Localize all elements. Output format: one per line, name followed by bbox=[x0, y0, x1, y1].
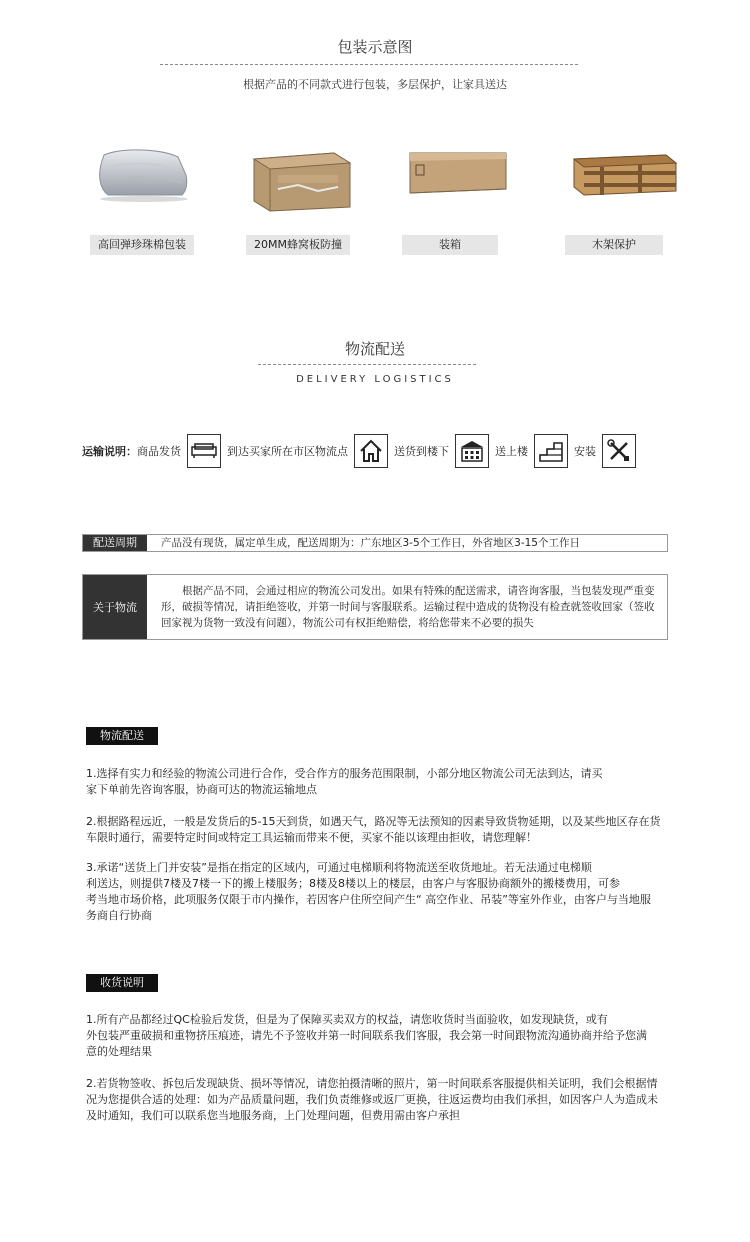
pack-label: 高回弹珍珠棉包装 bbox=[90, 235, 194, 255]
pack-label: 木架保护 bbox=[565, 235, 663, 255]
flow-label: 运输说明： bbox=[82, 445, 137, 458]
delivery-period-box bbox=[82, 534, 668, 552]
about-logistics-label: 关于物流 bbox=[83, 575, 147, 639]
pack-item-pearl-cotton bbox=[62, 145, 222, 255]
sofa-wrapped-film-icon bbox=[82, 145, 202, 217]
packaging-divider bbox=[160, 64, 578, 65]
receipt-paragraph-1 bbox=[86, 1012, 671, 1060]
delivery-period-label: 配送周期 bbox=[83, 535, 147, 551]
packaging-subtitle: 根据产品的不同款式进行包装，多层保护，让家具送达 bbox=[243, 78, 507, 91]
paragraph-line: 2.根据路程远近，一般是发货后的5-15天到货，如遇天气，路况等无法预知的因素导致货物延期，以及某些地区存在货 bbox=[86, 815, 661, 828]
paragraph-line: 家下单前先咨询客服，协商可达的物流运输地点 bbox=[86, 783, 317, 796]
house-icon bbox=[354, 434, 388, 468]
flow-step-arrive: 到达买家所在市区物流点 bbox=[227, 445, 348, 458]
paragraph-line: 3.承诺“送货上门并安装”是指在指定的区域内，可通过电梯顺利将物流送至收货地址。若无法通过电梯顺 bbox=[86, 861, 592, 874]
receipt-paragraph-2 bbox=[86, 1076, 671, 1124]
paragraph-line: 1.选择有实力和经验的物流公司进行合作，受合作方的服务范围限制，小部分地区物流公司无法到达，请买 bbox=[86, 767, 603, 780]
about-logistics-box bbox=[82, 574, 668, 640]
paragraph-line: 况为您提供合适的处理：如为产品质量问题，我们负责维修或返厂更换，往返运费均由我们承担，如因客户人为造成未 bbox=[86, 1093, 658, 1106]
pack-label: 装箱 bbox=[402, 235, 498, 255]
carton-box-icon bbox=[380, 145, 520, 217]
about-logistics-text: 根据产品不同，会通过相应的物流公司发出。如果有特殊的配送需求，请咨询客服，当包装发现严重变形，破损等情况，请拒绝签收，并第一时间与客服联系。运输过程中造成的货物没有检查就签收回家（签收回家视为货物一致没有问题），物流公司有权拒绝赔偿，将给您带来不必要的损失 bbox=[161, 585, 655, 629]
receipt-section-tag: 收货说明 bbox=[86, 974, 158, 992]
delivery-paragraph-3 bbox=[86, 860, 671, 924]
paragraph-line: 车限时通行，需要特定时间或特定工具运输而带来不便，买家不能以该理由拒收，请您理解！ bbox=[86, 831, 537, 844]
logistics-divider bbox=[258, 364, 476, 365]
wooden-frame-crate-icon bbox=[544, 145, 684, 217]
logistics-title: 物流配送 bbox=[344, 340, 405, 358]
delivery-flow bbox=[82, 432, 662, 470]
logistics-subtitle-en: DELIVERY LOGISTICS bbox=[296, 374, 454, 385]
flow-step-upstairs: 送上楼 bbox=[495, 445, 528, 458]
stairs-icon bbox=[534, 434, 568, 468]
flow-step-ship: 商品发货 bbox=[137, 445, 181, 458]
paragraph-line: 意的处理结果 bbox=[86, 1045, 152, 1058]
paragraph-line: 1.所有产品都经过QC检验后发货，但是为了保障买卖双方的权益，请您收货时当面验收，如发现缺货，或有 bbox=[86, 1013, 608, 1026]
pack-label: 20MM蜂窝板防撞 bbox=[246, 235, 350, 255]
sofa-icon bbox=[187, 434, 221, 468]
delivery-section-tag: 物流配送 bbox=[86, 727, 158, 745]
tools-icon bbox=[602, 434, 636, 468]
paragraph-line: 务商自行协商 bbox=[86, 909, 152, 922]
paragraph-line: 考当地市场价格，此项服务仅限于市内操作，若因客户住所空间产生“ 高空作业、吊装”等室外作业，由客户与当地服 bbox=[86, 893, 651, 906]
paragraph-line: 及时通知，我们可以联系您当地服务商，上门处理问题，但费用需由客户承担 bbox=[86, 1109, 460, 1122]
delivery-paragraph-1 bbox=[86, 766, 671, 798]
honeycomb-board-box-icon bbox=[238, 145, 358, 217]
paragraph-line: 2.若货物签收、拆包后发现缺货、损坏等情况，请您拍摄清晰的照片，第一时间联系客服提供相关证明，我们会根据情 bbox=[86, 1077, 658, 1090]
pack-item-wooden-frame bbox=[534, 145, 694, 255]
delivery-paragraph-2 bbox=[86, 814, 671, 846]
pack-item-honeycomb bbox=[218, 145, 378, 255]
paragraph-line: 外包装严重破损和重物挤压痕迹，请先不予签收并第一时间联系我们客服，我会第一时间跟物流沟通协商并给予您满 bbox=[86, 1029, 647, 1042]
flow-step-install: 安装 bbox=[574, 445, 596, 458]
flow-step-downstairs: 送货到楼下 bbox=[394, 445, 449, 458]
packaging-title: 包装示意图 bbox=[337, 38, 413, 56]
paragraph-line: 利送达，则提供7楼及7楼一下的搬上楼服务；8楼及8楼以上的楼层，由客户与客服协商额外的搬楼费用，可参 bbox=[86, 877, 620, 890]
building-icon bbox=[455, 434, 489, 468]
pack-item-carton bbox=[370, 145, 530, 255]
delivery-period-text: 产品没有现货，属定单生成，配送周期为：广东地区3-5个工作日，外省地区3-15个工作日 bbox=[161, 537, 580, 549]
